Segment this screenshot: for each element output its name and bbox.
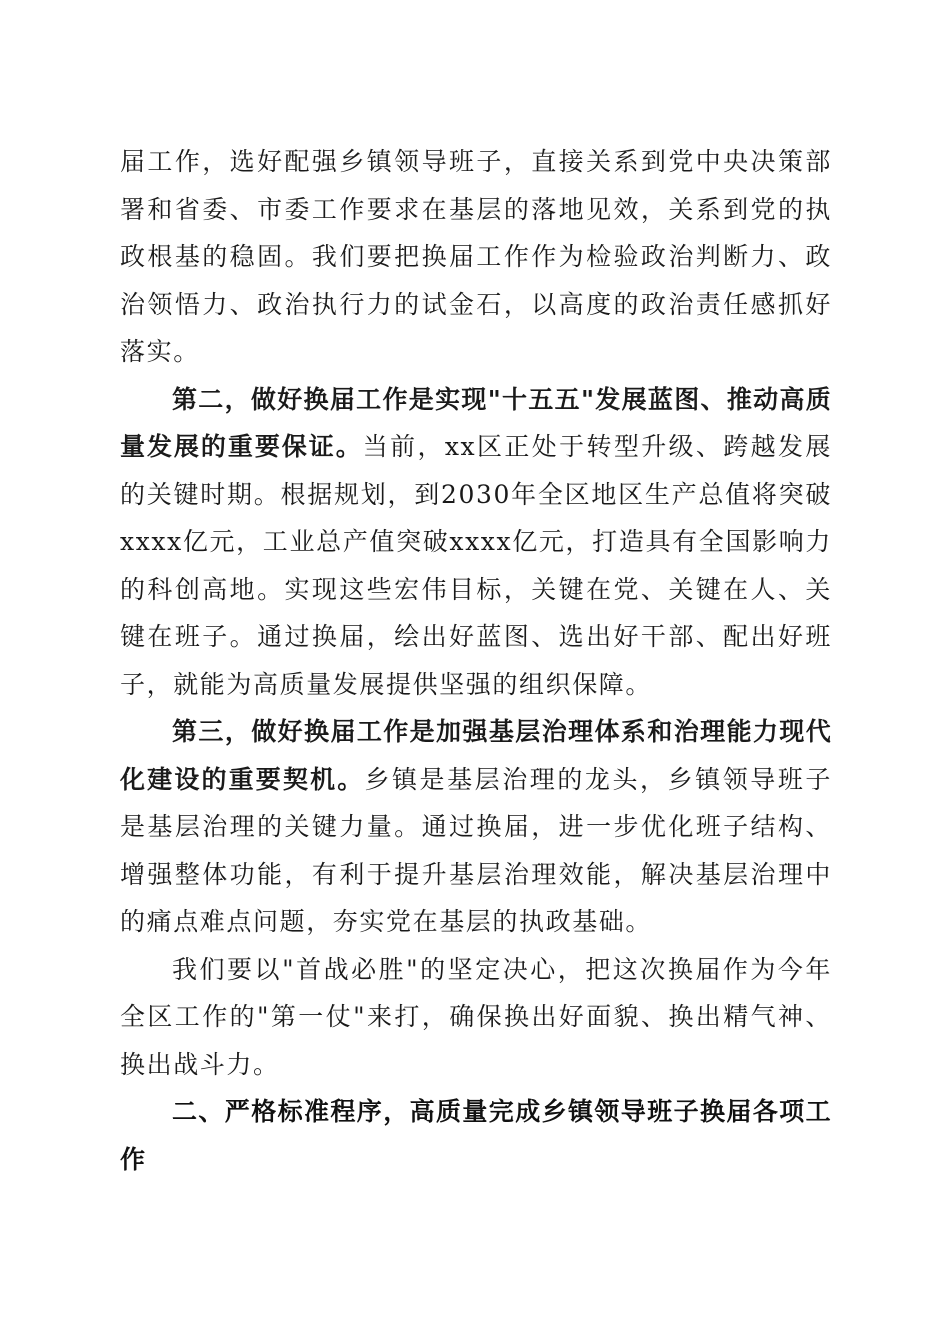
paragraph-text: 届工作，选好配强乡镇领导班子，直接关系到党中央决策部署和省委、市委工作要求在基层的落地见效，关系到党的执政根基的稳固。我们要把换届工作作为检验政治判断力、政治领悟力、政治执行力的试金石，以高度的政治责任感抓好落实。 [120,147,832,366]
paragraph-lead-bold: 第三，做好换届工作是加强基层治理体系和治理能力现代化建设的重要契机。 [120,717,832,794]
paragraph-conclusion [120,946,832,1089]
paragraph-continuation [120,138,832,376]
paragraph-third-point [120,708,832,946]
paragraph-second-point [120,376,832,709]
document-body [120,138,832,1183]
paragraph-text: 乡镇是基层治理的龙头，乡镇领导班子是基层治理的关键力量。通过换届，进一步优化班子结构、增强整体功能，有利于提升基层治理效能，解决基层治理中的痛点难点问题，夯实党在基层的执政基础。 [120,764,832,936]
paragraph-lead-bold: 第二，做好换届工作是实现"十五五"发展蓝图、推动高质量发展的重要保证。 [120,384,832,461]
paragraph-text: 当前，xx区正处于转型升级、跨越发展的关键时期。根据规划，到2030年全区地区生产总值将突破xxxx亿元，工业总产值突破xxxx亿元，打造具有全国影响力的科创高地。实现这些宏伟目标，关键在党、关键在人、关键在班子。通过换届，绘出好蓝图、选出好干部、配出好班子，就能为高质量发展提供坚强的组织保障。 [120,432,832,699]
section-heading: 二、严格标准程序，高质量完成乡镇领导班子换届各项工作 [120,1097,833,1174]
paragraph-text: 我们要以"首战必胜"的坚定决心，把这次换届作为今年全区工作的"第一仗"来打，确保换出好面貌、换出精气神、换出战斗力。 [120,954,832,1079]
